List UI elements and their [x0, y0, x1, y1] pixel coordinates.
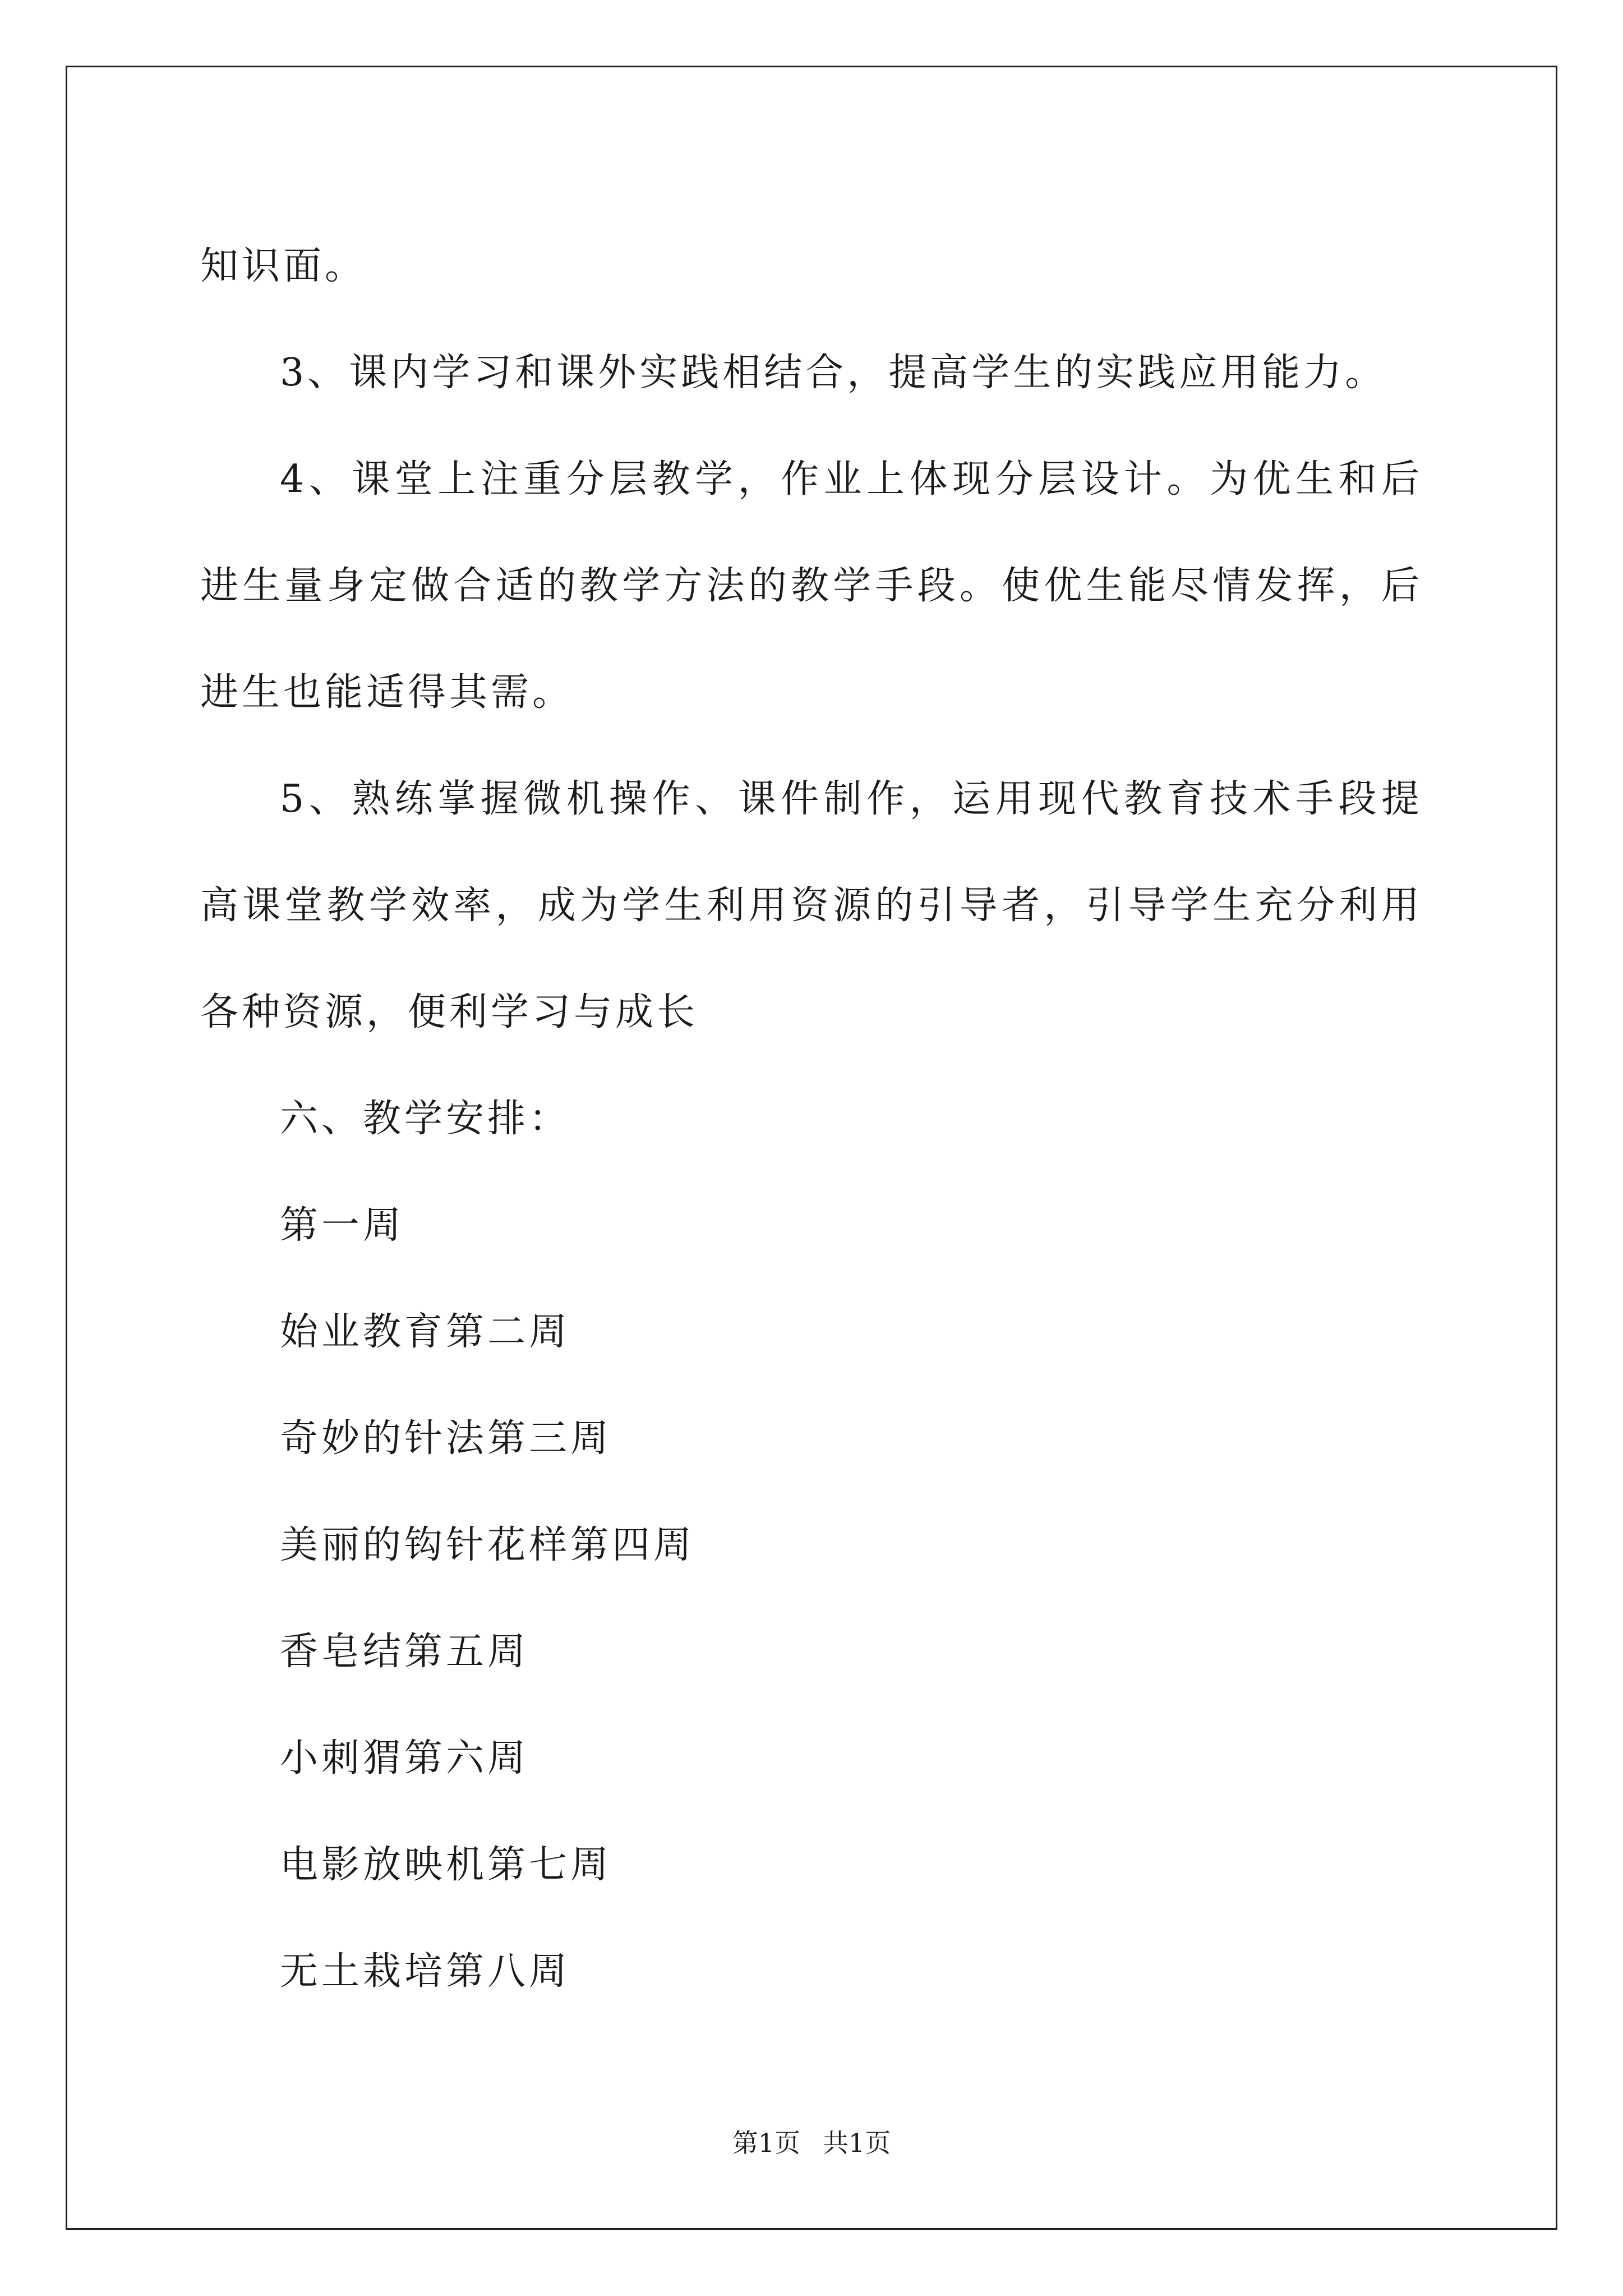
schedule-item: 无土栽培第八周: [280, 1949, 571, 1994]
paragraph: 3、课内学习和课外实践相结合，提高学生的实践应用能力。: [280, 351, 1387, 395]
paragraph: 5、熟练掌握微机操作、课件制作，运用现代教育技术手段提高课堂教学效率，成为学生利用资源的引导者，引导学生充分利用各种资源，便利学习与成长: [200, 777, 1423, 1034]
schedule-item: 第一周: [280, 1203, 405, 1248]
paragraph: 4、课堂上注重分层教学，作业上体现分层设计。为优生和后进生量身定做合适的教学方法的教学手段。使优生能尽情发挥，后进生也能适得其需。: [200, 457, 1423, 715]
schedule-item: 奇妙的针法第三周: [280, 1416, 612, 1461]
schedule-item: 电影放映机第七周: [280, 1843, 612, 1887]
document-body: [200, 213, 1423, 2025]
schedule-item: 始业教育第二周: [280, 1310, 571, 1354]
section-heading: 六、教学安排：: [280, 1097, 571, 1141]
page-number-current: 第1页: [732, 2128, 800, 2158]
schedule-item: 美丽的钩针花样第四周: [280, 1523, 695, 1567]
page-number-total: 共1页: [823, 2128, 891, 2158]
paragraph: 知识面。: [200, 244, 367, 288]
schedule-item: 香皂结第五周: [280, 1630, 529, 1674]
page-footer: [0, 2126, 1623, 2160]
schedule-item: 小刺猬第六周: [280, 1736, 529, 1780]
